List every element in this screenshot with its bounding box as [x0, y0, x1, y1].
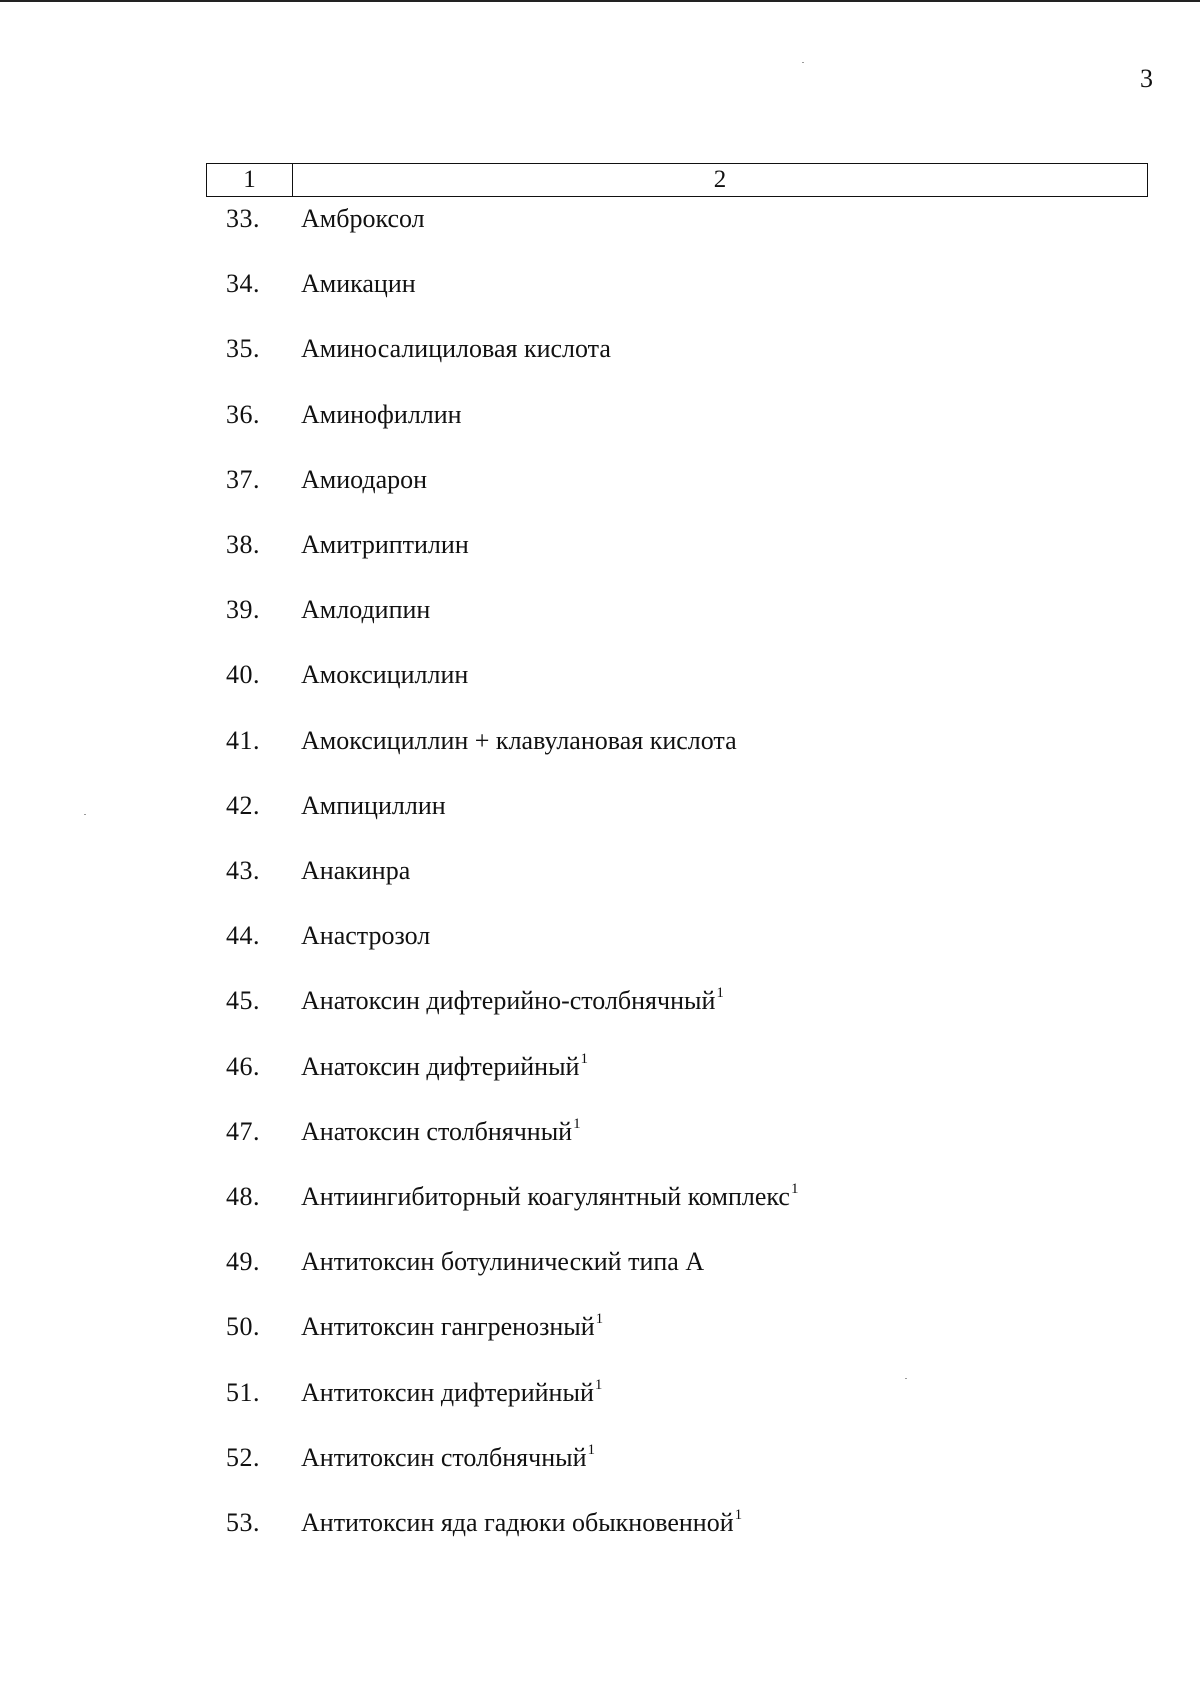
list-item — [0, 525, 1200, 565]
item-number: 52. — [226, 1442, 260, 1472]
list-item — [0, 1112, 1200, 1152]
item-name — [301, 329, 611, 369]
item-name-text: Аминосалициловая кислота — [301, 334, 611, 364]
list-item — [0, 1177, 1200, 1217]
item-name — [301, 721, 737, 761]
item-name — [301, 1047, 588, 1091]
item-number: 35. — [226, 334, 260, 364]
item-number: 43. — [226, 856, 260, 885]
item-name-text: Ампициллин — [301, 790, 446, 820]
item-name-text: Антиингибиторный коагулянтный комплекс — [301, 1182, 790, 1211]
list-item — [0, 264, 1200, 304]
item-name-text: Амброксол — [301, 204, 425, 233]
item-number: 40. — [226, 660, 260, 690]
list-item — [0, 1373, 1200, 1413]
footnote-marker: 1 — [573, 1115, 581, 1132]
item-name — [301, 1438, 595, 1482]
item-name — [301, 264, 416, 304]
item-number: 47. — [226, 1116, 260, 1146]
item-name — [301, 851, 410, 891]
item-name — [301, 525, 469, 565]
list-item — [0, 851, 1200, 891]
item-name-text: Аминофиллин — [301, 399, 462, 429]
item-name-text: Амоксициллин — [301, 660, 469, 690]
list-item — [0, 1438, 1200, 1478]
item-number: 36. — [226, 399, 260, 429]
item-name-text: Амиодарон — [301, 464, 428, 494]
item-name — [301, 1242, 704, 1282]
item-number: 34. — [226, 269, 260, 299]
item-name-text: Амикацин — [301, 269, 416, 299]
item-number: 42. — [226, 790, 260, 820]
item-name — [301, 199, 425, 239]
list-item — [0, 395, 1200, 435]
footnote-marker: 1 — [716, 985, 724, 1002]
item-number: 38. — [226, 530, 260, 559]
item-name — [301, 460, 427, 500]
item-name-text: Анастрозол — [301, 921, 431, 951]
item-name-text: Амлодипин — [301, 595, 431, 625]
item-name — [301, 590, 430, 630]
item-name — [301, 981, 724, 1025]
list-item — [0, 916, 1200, 956]
list-item — [0, 590, 1200, 630]
item-number: 46. — [226, 1051, 260, 1081]
item-name-text: Анакинра — [301, 856, 411, 885]
footnote-marker: 1 — [587, 1441, 596, 1458]
top-scan-border — [0, 0, 1200, 2]
list-item — [0, 981, 1200, 1021]
item-name-text: Антитоксин дифтерийный — [301, 1377, 594, 1407]
item-name — [301, 1307, 603, 1351]
item-number: 48. — [226, 1182, 260, 1211]
item-name-text: Анатоксин дифтерийно-столбнячный — [301, 986, 716, 1016]
item-name-text: Антитоксин яда гадюки обыкновенной — [301, 1508, 734, 1537]
item-number: 49. — [226, 1247, 260, 1277]
item-name-text: Амоксициллин + клавулановая кислота — [301, 725, 737, 755]
table-header — [206, 163, 1148, 197]
item-number: 39. — [226, 595, 260, 625]
item-name — [301, 1503, 742, 1547]
list-item — [0, 1047, 1200, 1087]
item-name — [301, 786, 446, 826]
item-name — [301, 916, 430, 956]
item-name-text: Антитоксин гангренозный — [301, 1312, 595, 1342]
footnote-marker: 1 — [595, 1311, 604, 1328]
scan-speck — [84, 814, 86, 815]
item-name — [301, 1112, 581, 1156]
item-name — [301, 1373, 602, 1417]
list-item — [0, 329, 1200, 369]
item-number: 41. — [226, 725, 260, 755]
item-name-text: Анатоксин дифтерийный — [301, 1051, 580, 1081]
list-item — [0, 655, 1200, 695]
list-item — [0, 1503, 1200, 1543]
item-number: 44. — [226, 921, 260, 951]
item-name — [301, 395, 462, 435]
item-name — [301, 655, 468, 695]
item-name-text: Антитоксин ботулинический типа А — [301, 1247, 705, 1277]
item-number: 33. — [226, 204, 260, 233]
item-number: 50. — [226, 1312, 260, 1342]
list-item — [0, 1242, 1200, 1282]
list-item — [0, 721, 1200, 761]
list-item — [0, 460, 1200, 500]
item-number: 45. — [226, 986, 260, 1016]
table-header-col1: 1 — [207, 164, 293, 196]
item-name — [301, 1177, 798, 1221]
list-item — [0, 199, 1200, 239]
scan-speck — [802, 62, 804, 63]
item-number: 37. — [226, 464, 260, 494]
item-number: 53. — [226, 1508, 260, 1537]
scan-speck — [905, 1378, 907, 1379]
item-name-text: Амитриптилин — [301, 530, 469, 559]
footnote-marker: 1 — [594, 1376, 603, 1393]
item-name-text: Анатоксин столбнячный — [301, 1116, 573, 1146]
list-item — [0, 786, 1200, 826]
footnote-marker: 1 — [734, 1507, 743, 1523]
list-item — [0, 1307, 1200, 1347]
item-number: 51. — [226, 1377, 260, 1407]
footnote-marker: 1 — [790, 1181, 799, 1197]
table-header-col2: 2 — [713, 166, 727, 193]
item-name-text: Антитоксин столбнячный — [301, 1442, 587, 1472]
page-number: 3 — [1140, 64, 1153, 93]
footnote-marker: 1 — [580, 1050, 588, 1067]
